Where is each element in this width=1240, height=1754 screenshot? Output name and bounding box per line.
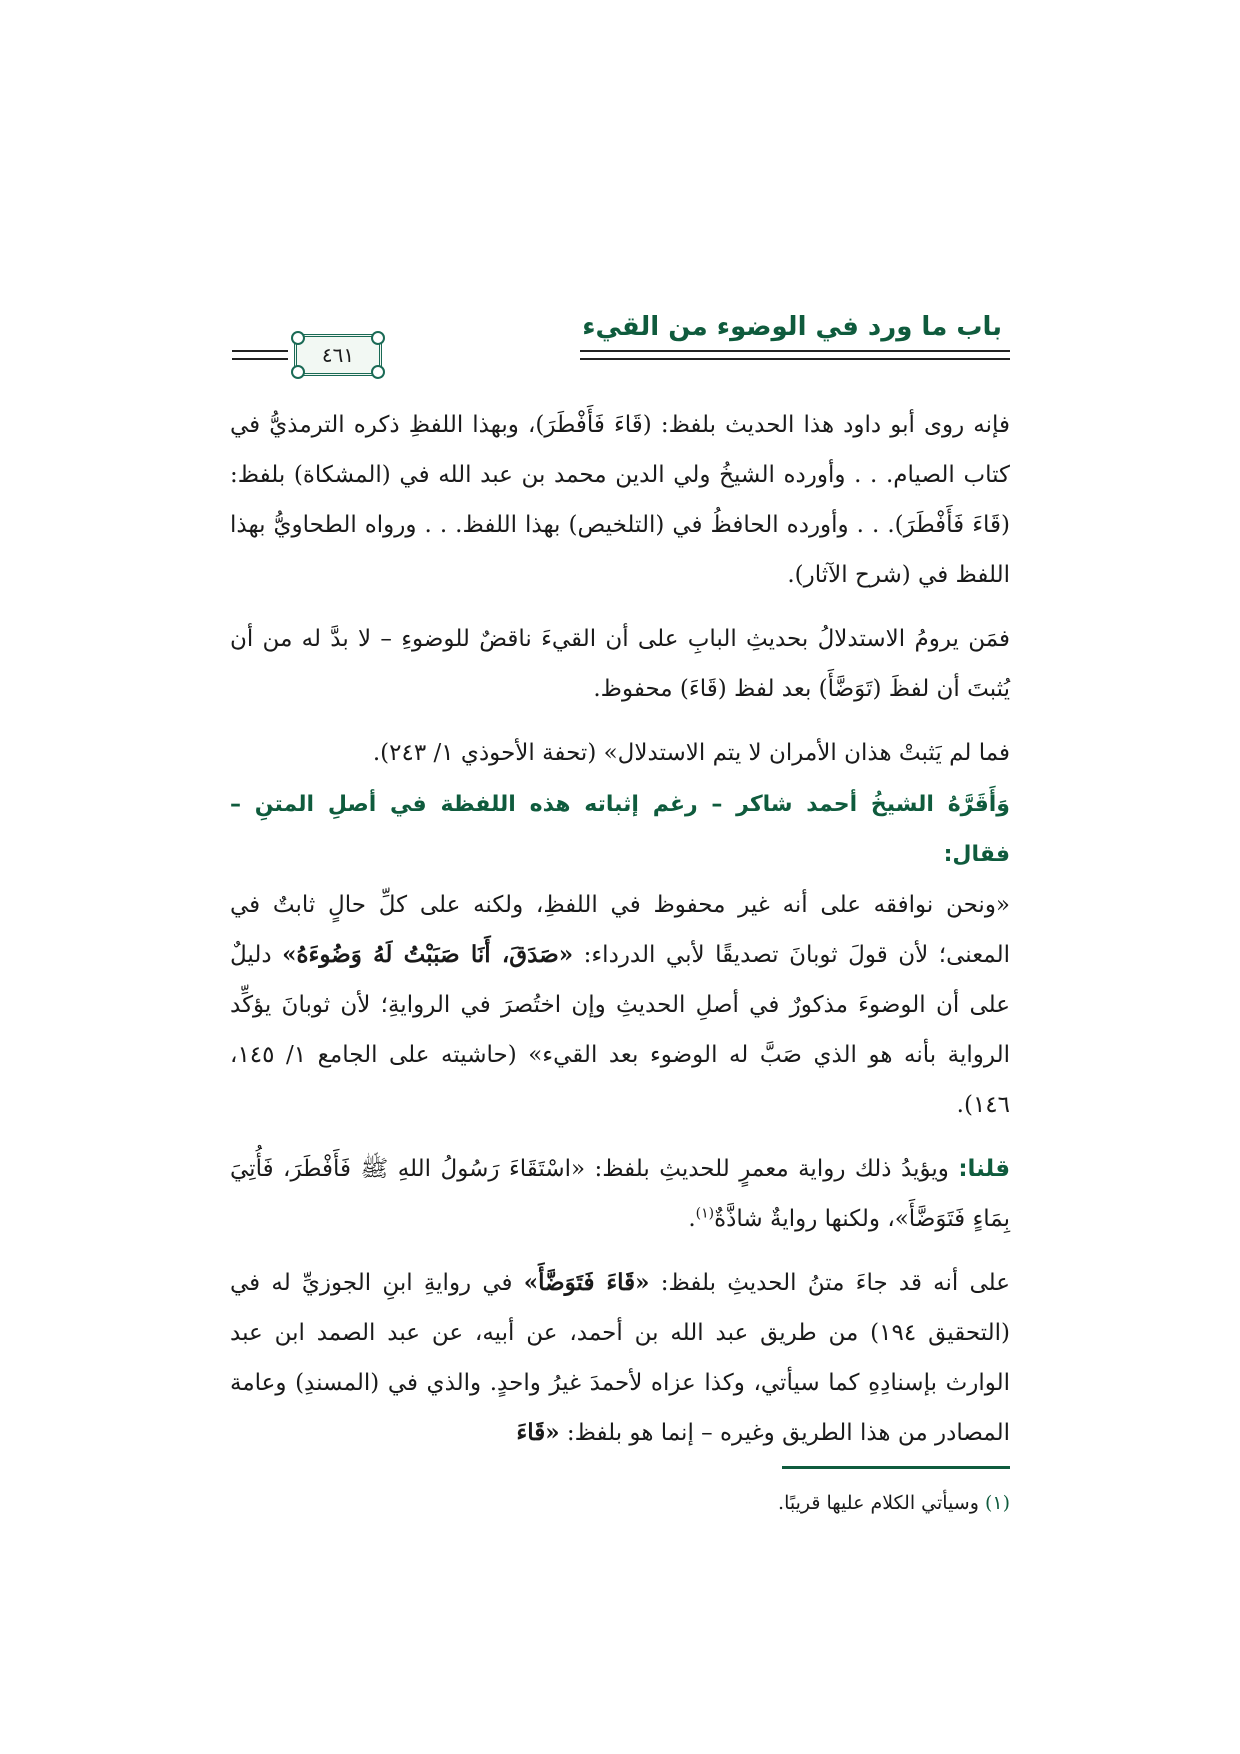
footnote-text: وسيأتي الكلام عليها قريبًا. <box>778 1492 985 1514</box>
hadith-quote: «قَاءَ فَتَوَضَّأَ» <box>523 1269 650 1296</box>
header-rule <box>580 358 1010 360</box>
footnote-ref[interactable]: (١) <box>695 1205 715 1222</box>
running-title: باب ما ورد في الوضوء من القيء <box>582 312 1002 342</box>
paragraph-text: على أنه قد جاءَ متنُ الحديثِ بلفظ: <box>649 1270 1010 1296</box>
header-rule <box>580 350 1010 352</box>
qulna-label: قلنا: <box>958 1156 1010 1182</box>
paragraph: فما لم يَثبتْ هذان الأمران لا يتم الاستدلال» (تحفة الأحوذي ١/ ٢٤٣). <box>372 740 1010 766</box>
paragraph <box>230 1144 1010 1244</box>
paragraph-text: ويؤيدُ ذلك رواية معمرٍ للحديثِ بلفظ: «اسْتَقَاءَ رَسُولُ اللهِ ﷺ فَأَفْطَرَ، فَأُتِيَ بِمَاءٍ فَتَوَضَّأَ»، ولكنها روايةٌ شاذَّةٌ <box>230 1156 1010 1232</box>
paragraph <box>230 880 1010 1130</box>
page-number: ٤٦١ <box>321 343 355 367</box>
paragraph: فإنه روى أبو داود هذا الحديث بلفظ: (قَاءَ فَأَفْطَرَ)، وبهذا اللفظِ ذكره الترمذيُّ في كتاب الصيام. . . وأورده الشيخُ ولي الدين محمد بن عبد الله في (المشكاة) بلفظ: (قَاءَ فَأَفْطَرَ). . . وأورده الحافظُ في (التلخيص) بهذا اللفظ. . . ورواه الطحاويُّ بهذا اللفظ في (شرح الآثار). <box>230 412 1010 588</box>
header-rule <box>232 358 288 360</box>
ornament-icon <box>291 331 305 345</box>
main-text <box>230 400 1010 1472</box>
paragraph <box>230 1258 1010 1458</box>
ornament-icon <box>291 365 305 379</box>
paragraph-text: دليلٌ على أن الوضوءَ مذكورٌ في أصلِ الحديثِ وإن اختُصرَ في الروايةِ؛ لأن ثوبانَ يؤكِّد الرواية بأنه هو الذي صَبَّ له الوضوء بعد القيء» (حاشيته على الجامع ١/ ١٤٥، ١٤٦). <box>230 942 1010 1118</box>
header-rule <box>232 350 288 352</box>
section-heading: وَأَقَرَّهُ الشيخُ أحمد شاكر – رغم إثباته هذه اللفظة في أصلِ المتنِ – فقال: <box>230 792 1010 867</box>
paragraph: فمَن يرومُ الاستدلالُ بحديثِ البابِ على أن القيءَ ناقضٌ للوضوءِ – لا بدَّ له من أن يُثبتَ أن لفظَ (تَوَضَّأَ) بعد لفظ (قَاءَ) محفوظ. <box>230 626 1010 702</box>
footnote-separator <box>782 1466 1010 1469</box>
hadith-quote: «صَدَقَ، أَنَا صَبَبْتُ لَهُ وَضُوءَهُ» <box>282 941 574 968</box>
page-header <box>232 312 1010 386</box>
hadith-quote: «قَاءَ <box>516 1419 560 1446</box>
ornament-icon <box>371 331 385 345</box>
paragraph-text: «ونحن نوافقه على أنه غير محفوظ في اللفظِ، ولكنه على كلِّ حالٍ ثابتٌ في المعنى؛ لأن قولَ ثوبانَ تصديقًا لأبي الدرداء: <box>230 892 1011 968</box>
page-number-badge <box>294 334 382 376</box>
footnote <box>540 1488 1010 1518</box>
ornament-icon <box>371 365 385 379</box>
paragraph-text: في روايةِ ابنِ الجوزيِّ له في (التحقيق ١٩٤) من طريق عبد الله بن أحمد، عن أبيه، عن عبد الصمد ابن عبد الوارث بإسنادِهِ كما سيأتي، وكذا عزاه لأحمدَ غيرُ واحدٍ. والذي في (المسندِ) وعامة المصادر من هذا الطريق وغيره – إنما هو بلفظ: <box>230 1270 1010 1446</box>
paragraph-text: . <box>688 1206 696 1232</box>
footnote-number: (١) <box>984 1492 1010 1514</box>
